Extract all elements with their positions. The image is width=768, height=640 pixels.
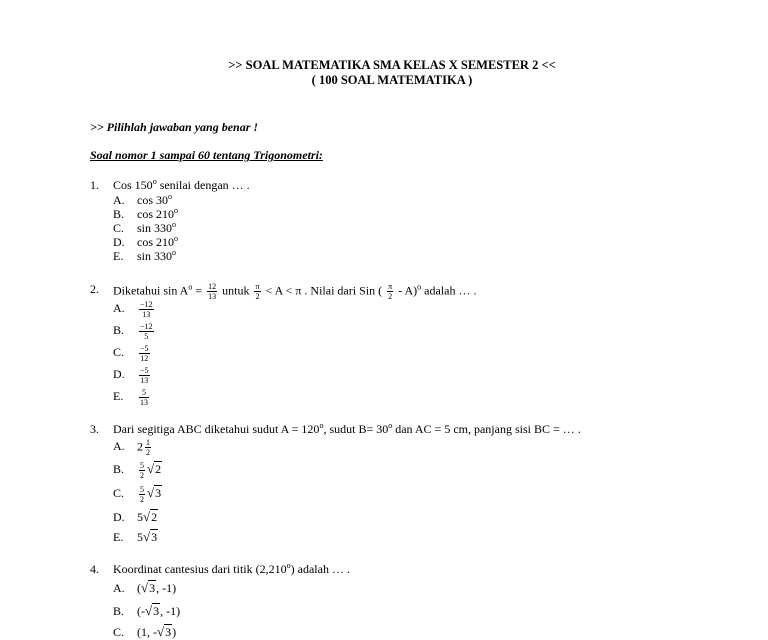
option-1c: C. sin 330$^o$ — [113, 220, 177, 235]
question-text: Dari segitiga ABC diketahui sudut $A = 120^o$, sudut $B= 30^o$ dan AC = 5 cm, panjang sisi BC = … . — [113, 421, 581, 436]
option-3e: E. 5√3 — [113, 529, 158, 544]
question-number: 3. — [90, 422, 99, 436]
document-title: >> SOAL MATEMATIKA SMA KELAS X SEMESTER 2 << — [228, 58, 556, 72]
option-2d: D. $\frac{-5}{13}$ — [113, 366, 149, 385]
option-3a: A. 2 $\frac{1}{2}$ — [113, 438, 150, 457]
section-title: Soal nomor 1 sampai 60 tentang Trigonometri: — [90, 148, 323, 162]
question-text: Diketahui $\sin A^o$ = $\frac{12}{13}$ untuk $\frac{\pi}{2}$ < A < π . Nilai dari Sin ( $\frac{\pi}{2}$ - A)$^o$ adalah … . — [113, 282, 477, 301]
question-text: Koordinat cantesius dari titik (2,210$^o$) adalah … . — [113, 561, 350, 576]
option-1d: D. cos 210$^o$ — [113, 234, 178, 249]
option-3d: D. 5√2 — [113, 509, 158, 524]
option-4c: C. (1, -√3) — [113, 624, 177, 639]
instruction-text: >> Pilihlah jawaban yang benar ! — [90, 120, 259, 134]
question-number: 2. — [90, 282, 99, 296]
option-1b: B. cos 210$^o$ — [113, 206, 178, 221]
option-1a: A. cos 30$^o$ — [113, 192, 172, 207]
question-text: Cos 150$^o$ senilai dengan … . — [113, 177, 250, 192]
option-2c: C. $\frac{-5}{12}$ — [113, 344, 149, 363]
option-4a: A. (√3, -1) — [113, 580, 177, 595]
document-subtitle: ( 100 SOAL MATEMATIKA ) — [311, 73, 473, 87]
option-4b: B. (-√3, -1) — [113, 603, 181, 618]
question-number: 1. — [90, 178, 99, 192]
question-number: 4. — [90, 562, 99, 576]
option-1e: E. sin 330$^o$ — [113, 248, 177, 263]
option-3c: C. $\frac{5}{2}$ √3 — [113, 485, 162, 504]
option-3b: B. $\frac{5}{2}$ √2 — [113, 461, 162, 480]
option-2b: B. $\frac{-12}{5}$ — [113, 322, 153, 341]
option-2e: E. $\frac{5}{13}$ — [113, 388, 148, 407]
option-2a: A. $\frac{-12}{13}$ — [113, 300, 153, 319]
